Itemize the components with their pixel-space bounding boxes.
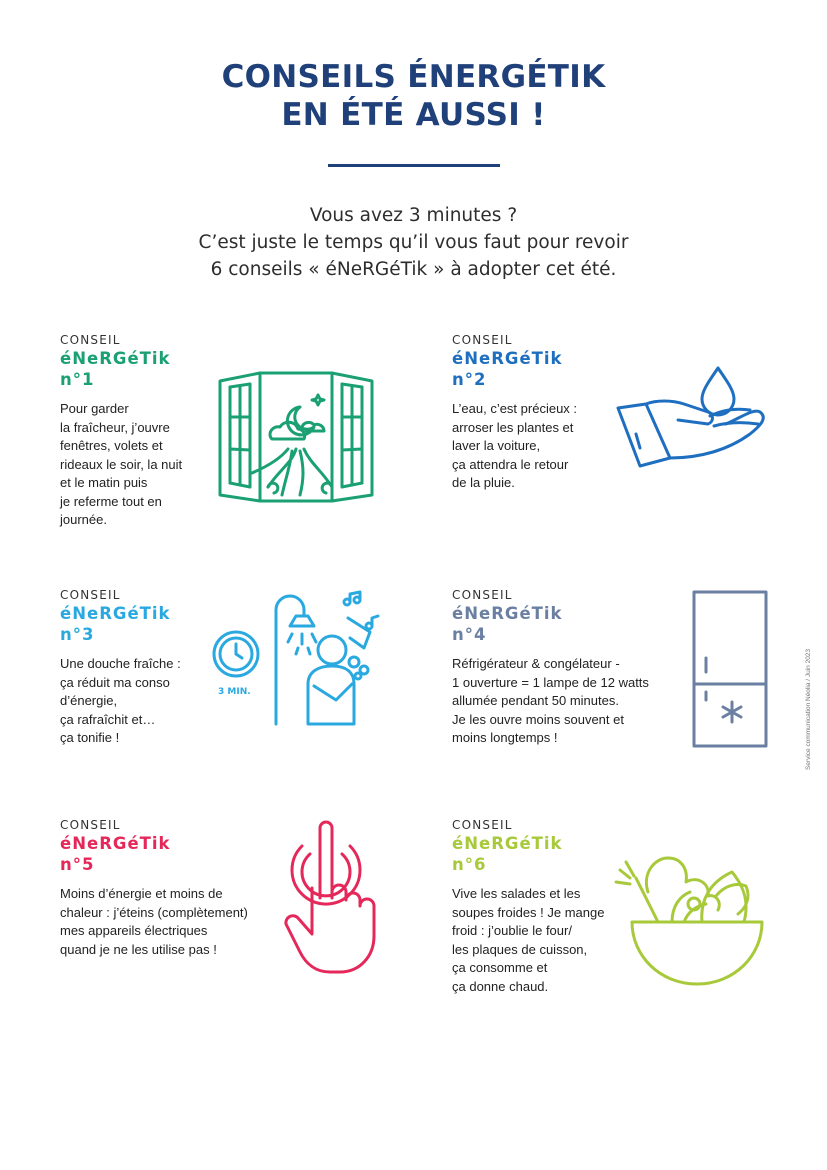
page-title xyxy=(0,58,827,134)
timer-label: 3 MIN. xyxy=(218,687,251,697)
tip-line: chaleur : j’éteins (complètement) xyxy=(60,904,248,920)
tip-text xyxy=(60,885,320,959)
tip-4 xyxy=(452,588,702,748)
tip-line: Réfrigérateur & congélateur - xyxy=(452,656,620,671)
tip-line: Pour garder xyxy=(60,401,129,416)
side-note: Service communication Néolia / Juin 2023 xyxy=(805,648,812,770)
tip-line: les plaques de cuisson, xyxy=(452,941,588,957)
tip-line: ça tonifie ! xyxy=(60,730,120,745)
tip-kicker: CONSEIL xyxy=(452,588,513,602)
tip-line: moins longtemps ! xyxy=(452,730,558,745)
tip-line: ça réduit ma conso xyxy=(60,674,170,690)
tip-line: je referme tout en xyxy=(60,493,162,509)
intro-line-3: 6 conseils « éNeRGéTik » à adopter cet été. xyxy=(210,259,617,280)
title-line-1: CONSEILS ÉNERGÉTIK xyxy=(221,59,606,95)
hand-power-button-icon xyxy=(282,818,388,978)
tip-number: n°2 xyxy=(452,370,487,389)
open-window-night-icon xyxy=(212,365,380,515)
tip-kicker: CONSEIL xyxy=(452,333,513,347)
tip-line: et le matin puis xyxy=(60,475,148,490)
tip-brand: éNeRGéTik xyxy=(60,349,171,368)
tip-line: Je les ouvre moins souvent et xyxy=(452,711,624,727)
tip-line: fenêtres, volets et xyxy=(60,438,163,453)
tip-5 xyxy=(60,818,320,959)
tip-number: n°3 xyxy=(60,625,95,644)
tip-line: soupes froides ! Je mange xyxy=(452,904,605,920)
intro-text xyxy=(0,202,827,283)
tip-line: ça consomme et xyxy=(452,960,548,975)
tip-brand: éNeRGéTik xyxy=(60,604,171,623)
fridge-freezer-icon xyxy=(690,588,770,750)
tip-line: L’eau, c’est précieux : xyxy=(452,401,578,416)
tip-number: n°1 xyxy=(60,370,95,389)
tip-line: laver la voiture, xyxy=(452,438,541,453)
tip-line: 1 ouverture = 1 lampe de 12 watts xyxy=(452,674,649,690)
tip-brand: éNeRGéTik xyxy=(452,834,563,853)
tip-line: de la pluie. xyxy=(452,475,515,490)
tip-number: n°5 xyxy=(60,855,95,874)
tip-kicker: CONSEIL xyxy=(60,588,121,602)
tip-brand: éNeRGéTik xyxy=(60,834,171,853)
tip-number: n°4 xyxy=(452,625,487,644)
tip-line: Une douche fraîche : xyxy=(60,656,181,671)
tip-line: quand je ne les utilise pas ! xyxy=(60,941,217,957)
tip-line: allumée pendant 50 minutes. xyxy=(452,693,619,708)
intro-line-1: Vous avez 3 minutes ? xyxy=(309,205,518,226)
tip-line: la fraîcheur, j’ouvre xyxy=(60,419,170,435)
tip-number: n°6 xyxy=(452,855,487,874)
tip-text xyxy=(452,655,702,748)
tip-line: ça donne chaud. xyxy=(452,978,549,994)
tip-line: Vive les salades et les xyxy=(452,886,581,901)
title-divider xyxy=(328,164,500,167)
tip-kicker: CONSEIL xyxy=(452,818,513,832)
tip-line: journée. xyxy=(60,512,107,527)
tip-line: ça rafraîchit et… xyxy=(60,711,156,727)
shower-timer-icon xyxy=(208,590,388,730)
intro-line-2: C’est juste le temps qu’il vous faut pour revoir xyxy=(198,232,629,253)
tip-line: arroser les plantes et xyxy=(452,419,574,435)
tip-line: ça attendra le retour xyxy=(452,456,569,472)
tip-line: rideaux le soir, la nuit xyxy=(60,456,183,472)
tip-kicker: CONSEIL xyxy=(60,333,121,347)
tip-brand: éNeRGéTik xyxy=(452,604,563,623)
tip-line: d’énergie, xyxy=(60,693,118,708)
hand-water-drop-icon xyxy=(614,362,774,472)
tip-kicker: CONSEIL xyxy=(60,818,121,832)
tip-brand: éNeRGéTik xyxy=(452,349,563,368)
tip-line: mes appareils électriques xyxy=(60,923,208,938)
title-line-2: EN ÉTÉ AUSSI ! xyxy=(281,97,546,133)
tip-line: froid : j’oublie le four/ xyxy=(452,923,572,938)
salad-bowl-icon xyxy=(612,852,772,992)
tip-line: Moins d’énergie et moins de xyxy=(60,886,223,901)
